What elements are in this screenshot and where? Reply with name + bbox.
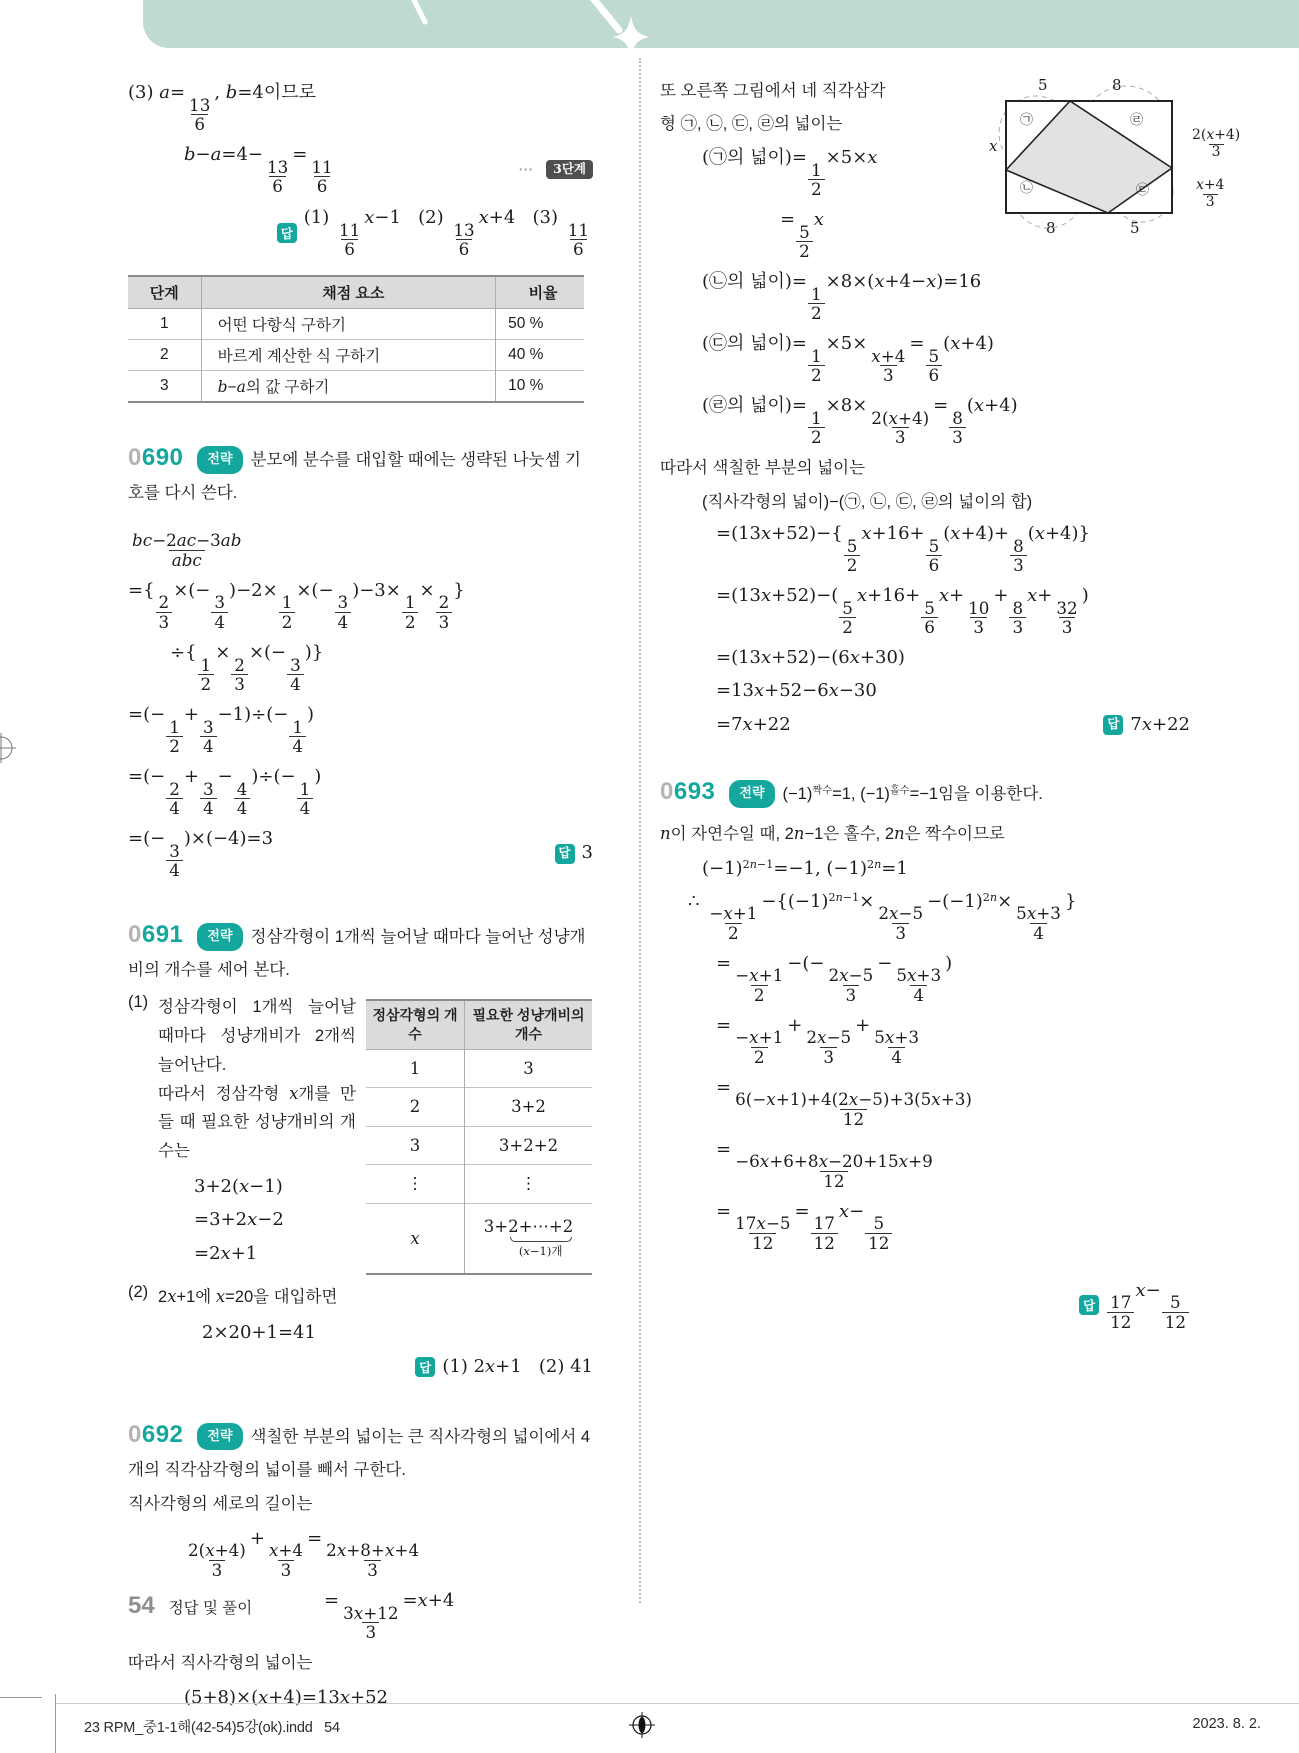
math-line-with-answer <box>128 827 593 880</box>
text-line: 또 오른쪽 그림에서 네 직각삼각 <box>660 82 886 100</box>
print-filename: 23 RPM_중1-1해(42-54)5강(ok).indd 54 <box>84 1720 340 1736</box>
math-line: = $\frac{5}{2}$ x <box>780 209 824 262</box>
cell: 3 <box>465 1049 593 1088</box>
math-line: (5+8)×(x+4)=13x+52 <box>184 1686 388 1708</box>
table-row <box>366 1088 592 1127</box>
figure-label-top-right: 8 <box>1112 76 1122 94</box>
answer-line <box>660 1279 1190 1332</box>
cell: 3+2 <box>465 1088 593 1127</box>
header-triangles: 정삼각형의 개수 <box>366 1000 465 1049</box>
problem-number-prefix: 0 <box>128 1420 142 1448</box>
cell: 2 <box>409 1097 421 1117</box>
footer-rule <box>55 1703 1299 1704</box>
step3-badge: 3단계 <box>546 160 593 180</box>
cell-ratio: 40 % <box>496 340 584 371</box>
answer-line <box>1103 713 1190 737</box>
page-number: 54 <box>128 1592 155 1619</box>
underbrace-icon <box>510 1237 572 1242</box>
ellipsis: ⋯ <box>518 160 534 179</box>
rubric-row <box>128 371 584 403</box>
text-line: 형 ㉠, ㉡, ㉢, ㉣의 넓이는 <box>660 114 843 133</box>
registration-mark-icon <box>629 1712 655 1738</box>
math-line: (㉡의 넓이)= $\frac{1}{2}$ ×8×(x+4−x)=16 <box>702 271 982 324</box>
answer-line <box>555 841 593 865</box>
cell-step: 2 <box>159 346 169 364</box>
solution-with-table <box>128 993 593 1275</box>
math-line: =(− $\frac{2}{4}$ + $\frac{3}{4}$ − $\frac{4}{4}$ )÷(− $\frac{1}{4}$ ) <box>128 765 322 819</box>
registration-mark-icon <box>0 733 16 763</box>
math-line: (직사각형의 넓이)−(㉠, ㉡, ㉢, ㉣의 넓이의 합) <box>702 492 1033 511</box>
table-row <box>366 1126 592 1165</box>
math-line: = $\frac{-x+1}{2}$ + $\frac{2x-5}{3}$ + $\frac{5x+3}{4}$ <box>716 1014 919 1068</box>
cell-item: 바르게 계산한 식 구하기 <box>201 340 496 371</box>
math-line: bc−2ac−3ab abc <box>132 530 242 571</box>
problem-number-main: 690 <box>141 444 184 472</box>
part-text: 따라서 정삼각형 x개를 만들 때 필요한 성냥개비의 개수는 <box>158 1083 357 1161</box>
answer-text: 3 <box>581 842 593 864</box>
cell: ⋮ <box>406 1174 424 1194</box>
math-expression: =7x+22 <box>716 713 791 735</box>
math-line: =(− $\frac{1}{2}$ + $\frac{3}{4}$ −1)÷(− $\frac{1}{4}$ ) <box>128 703 315 757</box>
figure-corner-tr: ㉣ <box>1130 113 1144 128</box>
math-line: 3+2(x−1) <box>194 1176 283 1198</box>
math-line: = $\frac{17x-5}{12}$ = $\frac{17}{12}$ x− $\frac{5}{12}$ <box>660 1200 1190 1253</box>
matchstick-table <box>366 999 592 1275</box>
figure-label-bottom-left: 8 <box>1046 219 1056 237</box>
math-line: =(13x+52)−{ $\frac{5}{2}$ x+16+ $\frac{5}{6}$ (x+4)+ $\frac{8}{3}$ (x+4)} <box>716 523 1090 576</box>
figure-corner-bl: ㉡ <box>1020 181 1034 196</box>
expr-head: 3+ <box>483 1217 509 1237</box>
problem-heading <box>128 437 593 508</box>
problem-number <box>128 921 183 948</box>
page-label: 정답 및 풀이 <box>168 1600 253 1617</box>
math-line: =13x+52−6x−30 <box>716 680 877 702</box>
cell: 3 <box>409 1135 421 1155</box>
problem-0693 <box>660 771 1190 1332</box>
part-text: 2x+1에 x=20을 대입하면 <box>158 1287 338 1307</box>
answer-badge-icon: 답 <box>1079 1295 1099 1315</box>
math-line: ÷{ $\frac{1}{2}$ × $\frac{2}{3}$ ×(− $\frac{3}{4}$ )} <box>170 641 324 695</box>
math-line: (㉢의 넓이)= $\frac{1}{2}$ ×5× $\frac{x+4}{3}$ = $\frac{5}{6}$ (x+4) <box>702 333 994 386</box>
answer-text: (1) 2x+1 (2) 41 <box>442 1356 593 1378</box>
part-label: (2) <box>128 1283 149 1302</box>
math-line: ∴ $\frac{-x+1}{2}$ $-\{(-1)^{2n-1}\times$ $\frac{2x-5}{3}$ $-(-1)^{2n}\times$ $\frac{5x+3}{4}$ } <box>688 890 1077 944</box>
math-line: = $\frac{-6x+6+8x-20+15x+9}{12}$ <box>716 1138 933 1192</box>
cell: 1 <box>409 1058 421 1078</box>
cell-item: 어떤 다항식 구하기 <box>201 309 496 340</box>
answer-badge-icon: 답 <box>277 223 297 243</box>
math-line: (㉠의 넓이)= $\frac{1}{2}$ ×5×x <box>702 147 878 200</box>
problem-number <box>660 778 715 805</box>
strategy-badge: 전략 <box>197 923 242 951</box>
answer-text: 7x+22 <box>1130 713 1190 735</box>
rubric-header-step: 단계 <box>128 276 201 309</box>
cell: 3+2+2 <box>465 1126 593 1165</box>
rubric-table <box>128 275 584 403</box>
part-2 <box>128 1283 593 1312</box>
math-line: = $\frac{3x+12}{3}$ =x+4 <box>324 1589 455 1643</box>
figure-label-right-lower: $\frac{x+4}{3}$ <box>1196 177 1225 211</box>
problem-number-prefix: 0 <box>128 921 142 949</box>
matchstick-header-row <box>366 1000 592 1049</box>
rubric-row <box>128 309 584 340</box>
answer-line <box>128 1355 593 1379</box>
answer-badge-icon: 답 <box>555 844 575 864</box>
figure-corner-br: ㉢ <box>1136 183 1150 198</box>
underbrace-group <box>508 1217 573 1259</box>
crop-mark-horizontal <box>0 1697 42 1698</box>
problem-number-main: 693 <box>673 777 716 805</box>
cell-item: b−a의 값 구하기 <box>201 371 496 403</box>
answer-line <box>128 206 593 259</box>
text-line: n이 자연수일 때, 2n−1은 홀수, 2n은 짝수이므로 <box>660 823 1005 843</box>
rubric-header-ratio: 비율 <box>496 276 584 309</box>
table-row-x <box>366 1203 592 1274</box>
math-line: ={ $\frac{2}{3}$ ×(− $\frac{3}{4}$ )−2× $\frac{1}{2}$ ×(− $\frac{3}{4}$ )−3× $\frac{1}{2}$ × $\frac{2}{3}$ } <box>128 579 465 633</box>
rubric-row <box>128 340 584 371</box>
problem-number <box>128 444 183 471</box>
answer-text: $\frac{17}{12}$ x− $\frac{5}{12}$ <box>1106 1279 1190 1332</box>
text-line: 따라서 직사각형의 넓이는 <box>128 1653 313 1672</box>
math-line: = $\frac{-x+1}{2}$ −(− $\frac{2x-5}{3}$ − $\frac{5x+3}{4}$ ) <box>716 952 953 1006</box>
column-divider <box>639 58 641 1603</box>
cell-step: 1 <box>159 315 169 333</box>
problem-heading <box>660 771 1190 813</box>
answer-badge-icon: 답 <box>415 1357 435 1377</box>
strategy-badge: 전략 <box>197 1423 242 1451</box>
right-column <box>660 72 1241 1342</box>
answer-badge-icon: 답 <box>1103 715 1123 735</box>
problem-number <box>128 1421 183 1448</box>
intro-text <box>660 79 990 137</box>
problem-number-prefix: 0 <box>128 444 142 472</box>
part-text: 정삼각형이 1개씩 늘어날 때마다 성냥개비가 2개씩 늘어난다. <box>158 997 356 1074</box>
math-line: $\frac{2(x+4)}{3}$ + $\frac{x+4}{3}$ = $\frac{2x+8+x+4}{3}$ <box>188 1527 420 1581</box>
strategy-text: 정삼각형이 1개씩 늘어날 때마다 늘어난 성냥개비의 개수를 세어 본다. <box>128 928 586 980</box>
step-marker <box>518 159 593 179</box>
figure-label-top-left: 5 <box>1038 76 1048 94</box>
strategy-badge: 전략 <box>729 780 774 808</box>
math-line-with-answer <box>660 713 1190 737</box>
top-banner <box>143 0 1299 48</box>
solution-text <box>128 993 356 1275</box>
math-line: (㉣의 넓이)= $\frac{1}{2}$ ×8× $\frac{2(x+4)}{3}$ = $\frac{8}{3}$ (x+4) <box>702 395 1018 448</box>
rubric-header-item: 채점 요소 <box>201 276 496 309</box>
math-line-with-step <box>128 143 593 196</box>
crop-mark-vertical <box>55 1694 56 1753</box>
math-line: 2×20+1=41 <box>202 1321 316 1343</box>
cell: ⋮ <box>465 1165 593 1204</box>
cell-underbrace <box>465 1203 593 1274</box>
strategy-badge: 전략 <box>197 446 242 474</box>
math-line: =(13x+52)−( $\frac{5}{2}$ x+16+ $\frac{5}{6}$ x+ $\frac{10}{3}$ + $\frac{8}{3}$ x+ $\frac{32}{3}$ ) <box>716 585 1089 638</box>
figure-label-right-upper: $\frac{2(x+4)}{3}$ <box>1192 127 1241 161</box>
text-line: 직사각형의 세로의 길이는 <box>128 1495 313 1514</box>
solution-0692-continued <box>660 76 1241 737</box>
cell-ratio: 10 % <box>496 371 584 403</box>
header-matchsticks: 필요한 성냥개비의 개수 <box>465 1000 593 1049</box>
cell: x <box>410 1228 420 1248</box>
problem-heading <box>128 914 593 985</box>
math-line: = $\frac{6(-x+1)+4(2x-5)+3(5x+3)}{12}$ <box>716 1076 972 1130</box>
problem-0690 <box>128 437 593 880</box>
math-line: =2x+1 <box>194 1242 258 1264</box>
problem-number-prefix: 0 <box>660 777 674 805</box>
figure-corner-tl: ㉠ <box>1020 113 1034 128</box>
math-expression: =(− $\frac{3}{4}$ )×(−4)=3 <box>128 828 274 881</box>
cell-step: 3 <box>159 377 169 395</box>
problem-0691 <box>128 914 593 1379</box>
page-footer <box>128 1592 252 1620</box>
underbrace-label: (x−1)개 <box>518 1244 563 1259</box>
print-date: 2023. 8. 2. <box>1192 1716 1261 1732</box>
figure-label-bottom-right: 5 <box>1130 219 1140 237</box>
prev-solution <box>128 81 593 259</box>
math-line: $(-1)^{2n-1}=-1$, $(-1)^{2n}=1$ <box>702 857 908 879</box>
strategy-text: $(-1)^{짝수}=1$, $(-1)^{홀수}=-1$임을 이용한다. <box>782 784 1043 803</box>
part-1 <box>128 993 356 1166</box>
problem-heading <box>128 1414 593 1485</box>
rubric-header-row <box>128 276 584 309</box>
banner-sparkles-icon <box>253 0 683 48</box>
math-line: (3) a= $\frac{13}{6}$ , b=4이므로 <box>128 82 317 135</box>
table-row <box>366 1165 592 1204</box>
math-expression: b−a=4− $\frac{13}{6}$ = $\frac{11}{6}$ <box>184 144 333 197</box>
part-body <box>158 993 356 1166</box>
left-column <box>128 72 593 1719</box>
math-line: =3+2x−2 <box>194 1209 284 1231</box>
expr-braced: 2+⋯+2 <box>508 1217 574 1237</box>
figure-label-left: x <box>989 137 998 155</box>
table-row <box>366 1049 592 1088</box>
part-label: (1) <box>128 992 149 1011</box>
problem-number-main: 692 <box>141 1420 184 1448</box>
strategy-text: 색칠한 부분의 넓이는 큰 직사각형의 넓이에서 4개의 직각삼각형의 넓이를 빼서 구한다. <box>128 1427 591 1479</box>
strategy-text: 분모에 분수를 대입할 때에는 생략된 나눗셈 기호를 다시 쓴다. <box>128 451 581 503</box>
math-line: =(13x+52)−(6x+30) <box>716 647 905 669</box>
problem-number-main: 691 <box>141 921 184 949</box>
cell-ratio: 50 % <box>496 309 584 340</box>
answer-text: (1) $\frac{11}{6}$ x−1 (2) $\frac{13}{6}$ x+4 (3) $\frac{11}{6}$ <box>303 207 589 260</box>
rectangle-figure <box>989 76 1292 237</box>
text-line: 따라서 색칠한 부분의 넓이는 <box>660 459 866 478</box>
problem-0692 <box>128 1414 593 1710</box>
